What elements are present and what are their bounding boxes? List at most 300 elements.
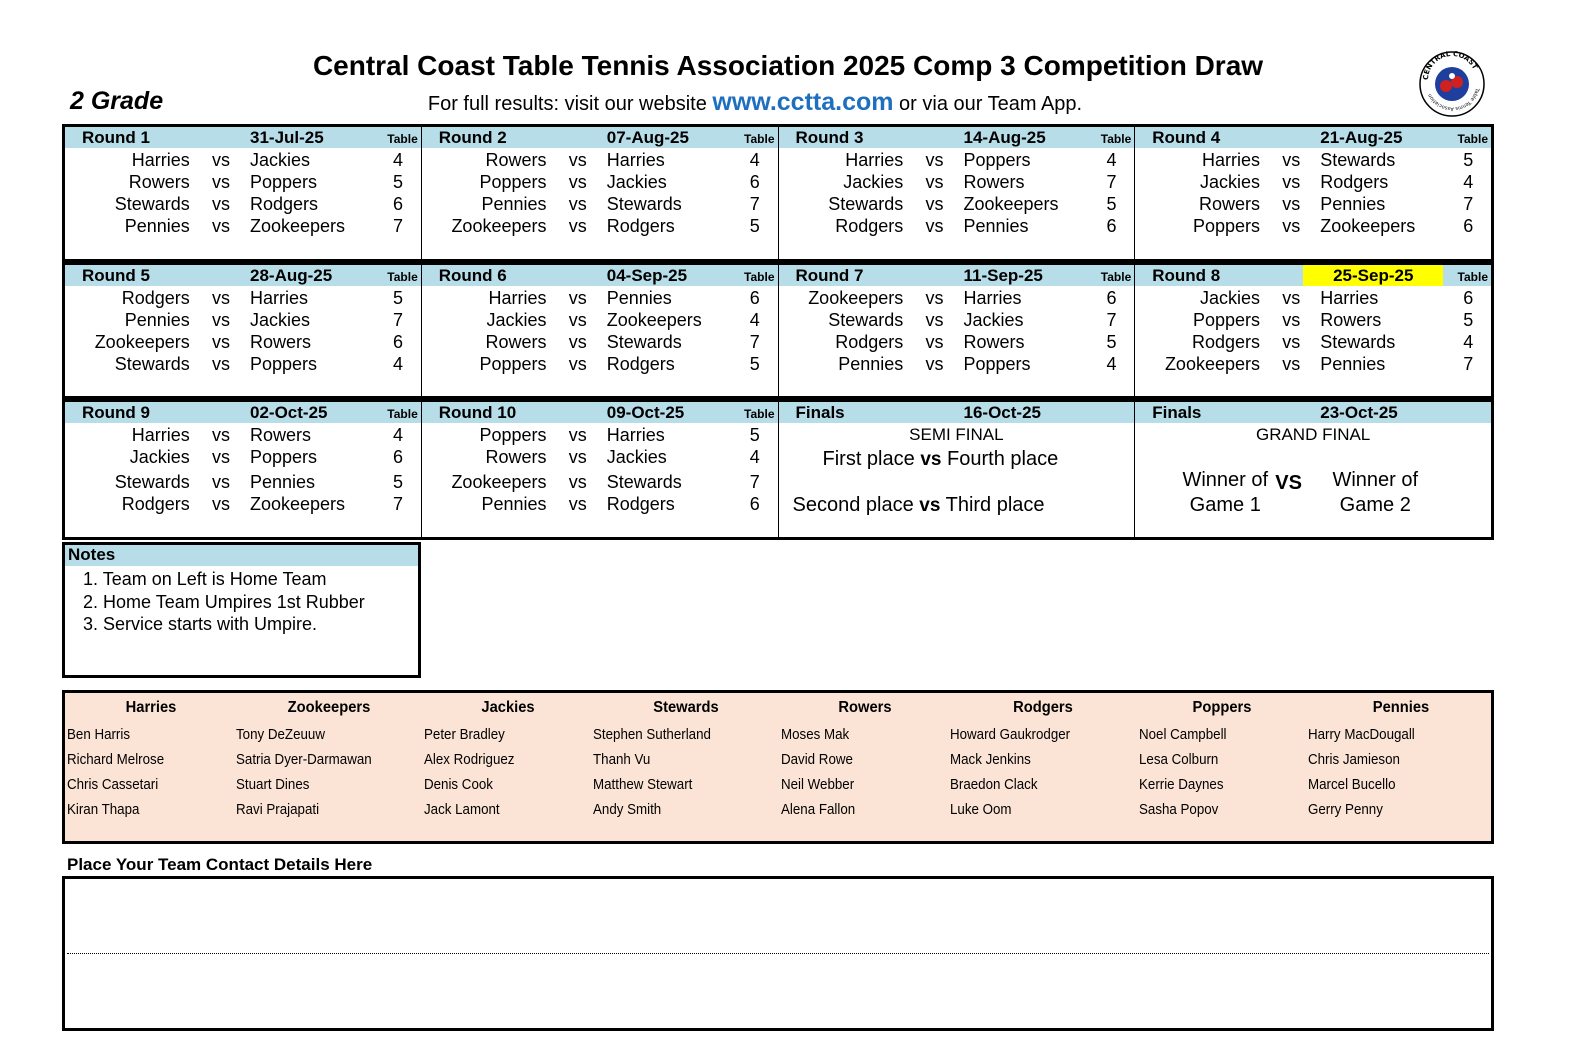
home-team: Harries (1201, 150, 1260, 170)
match-row (422, 445, 778, 467)
semi-game1-right: Fourth place (947, 448, 1059, 470)
away-team: Jackies (250, 310, 311, 330)
vs-label: vs (568, 310, 587, 330)
subtitle (0, 88, 1510, 117)
away-team: Stewards (606, 194, 682, 214)
match-row (422, 286, 778, 308)
round-date: 07-Aug-25 (606, 128, 689, 147)
round-block (422, 402, 779, 537)
table-number: 5 (1463, 150, 1474, 170)
away-team: Poppers (250, 172, 318, 192)
away-team: Stewards (1320, 332, 1396, 352)
vs-label: vs (568, 194, 587, 214)
player-name: Thanh Vu (593, 752, 651, 768)
table-column-label: Table (744, 407, 775, 421)
player-name: Lesa Colburn (1139, 752, 1219, 768)
table-column-label: Table (744, 132, 775, 146)
vs-label: vs (568, 472, 587, 492)
round-date: 09-Oct-25 (606, 403, 685, 422)
round-header (422, 402, 778, 423)
table-column-label: Table (1457, 270, 1488, 284)
vs-label: vs (1282, 354, 1301, 374)
player-name: Stephen Sutherland (593, 727, 711, 743)
vs-label: vs (568, 425, 587, 445)
notes-header (65, 545, 418, 566)
vs-label: vs (925, 354, 944, 374)
table-number: 7 (1463, 194, 1474, 214)
table-number: 7 (749, 332, 760, 352)
home-team: Pennies (124, 310, 190, 330)
semi-final-header (779, 402, 1135, 423)
home-team: Pennies (838, 354, 904, 374)
team-name: Pennies (1372, 699, 1430, 716)
round-block (1135, 127, 1491, 259)
table-column-label: Table (387, 270, 418, 284)
player-name: Sasha Popov (1139, 802, 1219, 818)
player-name: Richard Melrose (67, 752, 165, 768)
match-row (65, 148, 421, 170)
home-team: Poppers (479, 172, 547, 192)
vs-label: vs (212, 447, 230, 467)
home-team: Zookeepers (451, 472, 547, 492)
note-item: 1. Team on Left is Home Team (83, 569, 327, 589)
semi-game1-vs: vs (920, 449, 942, 470)
logo-text-side: Table Tennis Association (1426, 87, 1480, 112)
away-team: Jackies (606, 172, 667, 192)
table-number: 5 (749, 425, 760, 445)
vs-label: vs (568, 494, 587, 514)
match-row (1135, 352, 1491, 374)
home-team: Stewards (114, 354, 190, 374)
page-title: Central Coast Table Tennis Association 2025 Comp 3 Competition Draw (312, 50, 1264, 81)
table-number: 6 (1463, 216, 1474, 236)
home-team: Poppers (1192, 216, 1260, 236)
table-number: 6 (393, 194, 404, 214)
match-row (779, 170, 1135, 192)
vs-label: vs (212, 425, 230, 445)
match-row (779, 192, 1135, 214)
semi-game1-left: First place (822, 448, 915, 470)
player-name: Mack Jenkins (950, 752, 1031, 768)
match-row (422, 148, 778, 170)
away-team: Pennies (1320, 354, 1386, 374)
team-name: Rowers (838, 699, 892, 716)
home-team: Jackies (129, 447, 190, 467)
table-column-label: Table (387, 407, 418, 421)
table-number: 5 (1106, 332, 1117, 352)
away-team: Zookeepers (606, 310, 702, 330)
table-number: 7 (1106, 310, 1117, 330)
away-team: Harries (606, 150, 665, 170)
grand-final-date: 23-Oct-25 (1320, 403, 1398, 422)
away-team: Rowers (1320, 310, 1382, 330)
match-row (779, 330, 1135, 352)
home-team: Rodgers (1191, 332, 1260, 352)
match-row (1135, 308, 1491, 330)
away-team: Rodgers (606, 494, 675, 514)
match-row (422, 470, 778, 492)
table-number: 4 (1463, 172, 1474, 192)
player-name: Alex Rodriguez (424, 752, 515, 768)
table-number: 6 (1106, 216, 1117, 236)
table-number: 6 (749, 494, 760, 514)
round-header (65, 402, 421, 423)
note-item: 3. Service starts with Umpire. (83, 614, 318, 634)
grand-final-vs: VS (1275, 472, 1302, 494)
round-block (779, 127, 1136, 259)
round-title: Round 4 (1152, 128, 1221, 147)
semi-final-label: SEMI FINAL (909, 425, 1004, 444)
away-team: Rowers (250, 332, 312, 352)
match-row (779, 214, 1135, 236)
round-block (65, 265, 422, 396)
match-row (779, 352, 1135, 374)
round-date: 02-Oct-25 (250, 403, 328, 422)
player-name: Marcel Bucello (1308, 777, 1396, 793)
match-row (65, 170, 421, 192)
home-team: Pennies (124, 216, 190, 236)
away-team: Jackies (963, 310, 1024, 330)
vs-label: vs (212, 172, 230, 192)
match-row (422, 192, 778, 214)
vs-label: vs (568, 172, 587, 192)
table-column-label: Table (1100, 132, 1132, 146)
player-name: Chris Jamieson (1308, 752, 1400, 768)
semi-final-title: Finals (795, 403, 845, 422)
rounds-row-3 (62, 399, 1494, 540)
match-row (779, 148, 1135, 170)
website-link[interactable]: www.cctta.com (712, 88, 894, 116)
match-row (65, 423, 421, 445)
grand-final-block (1135, 402, 1491, 537)
home-team: Pennies (481, 194, 547, 214)
away-team: Jackies (606, 447, 667, 467)
match-row (422, 423, 778, 445)
home-team: Jackies (1199, 288, 1260, 308)
home-team: Rowers (485, 150, 547, 170)
away-team: Zookeepers (250, 494, 346, 514)
round-title: Round 7 (795, 266, 864, 285)
player-name: Moses Mak (781, 727, 850, 743)
team-name: Jackies (481, 699, 535, 716)
player-name: Howard Gaukrodger (950, 727, 1071, 743)
player-name: Neil Webber (781, 777, 855, 793)
table-number: 7 (393, 494, 404, 514)
home-team: Rodgers (835, 216, 904, 236)
home-team: Harries (131, 425, 190, 445)
table-number: 4 (749, 150, 760, 170)
round-title: Round 9 (82, 403, 150, 422)
away-team: Stewards (606, 472, 682, 492)
vs-label: vs (212, 494, 230, 514)
vs-label: vs (212, 310, 230, 330)
table-number: 7 (393, 310, 404, 330)
round-date: 14-Aug-25 (963, 128, 1046, 147)
round-block (422, 265, 779, 396)
vs-label: vs (1282, 310, 1301, 330)
table-number: 5 (749, 354, 760, 374)
rounds-row-1 (62, 124, 1494, 262)
away-team: Rodgers (250, 194, 319, 214)
contact-divider (67, 953, 1489, 954)
round-title: Round 2 (438, 128, 507, 147)
grand-final-left (1155, 468, 1295, 518)
table-number: 4 (393, 425, 404, 445)
round-header (65, 265, 421, 286)
subtitle-suffix: or via our Team App. (893, 93, 1083, 115)
away-team: Harries (963, 288, 1022, 308)
match-row (65, 492, 421, 514)
notes-box (62, 542, 421, 678)
table-number: 4 (393, 354, 404, 374)
home-team: Rodgers (121, 288, 190, 308)
away-team: Rowers (250, 425, 312, 445)
round-block (779, 265, 1136, 396)
table-number: 4 (393, 150, 404, 170)
grand-final-title: Finals (1152, 403, 1202, 422)
vs-label: vs (568, 288, 587, 308)
vs-label: vs (1282, 332, 1301, 352)
vs-label: vs (1282, 150, 1301, 170)
home-team: Harries (131, 150, 190, 170)
away-team: Zookeepers (250, 216, 346, 236)
round-block (422, 127, 779, 259)
vs-label: vs (212, 354, 230, 374)
table-number: 4 (749, 310, 760, 330)
contact-label: Place Your Team Contact Details Here (67, 855, 373, 874)
round-date: 21-Aug-25 (1320, 128, 1403, 147)
table-number: 6 (1106, 288, 1117, 308)
away-team: Zookeepers (1320, 216, 1416, 236)
match-row (1135, 214, 1491, 236)
semi-final-game-2 (793, 494, 1045, 517)
away-team: Stewards (606, 332, 682, 352)
home-team: Stewards (828, 194, 904, 214)
away-team: Pennies (250, 472, 316, 492)
vs-label: vs (212, 332, 230, 352)
table-number: 4 (749, 447, 760, 467)
round-date: 11-Sep-25 (963, 266, 1043, 285)
player-name: Alena Fallon (781, 802, 856, 818)
player-name: Chris Cassetari (67, 777, 159, 793)
logo-text-top: CENTRAL COAST (1421, 50, 1480, 81)
vs-label: vs (568, 447, 587, 467)
round-header (779, 127, 1135, 148)
away-team: Rodgers (606, 216, 675, 236)
player-name: David Rowe (781, 752, 853, 768)
grand-final-label: GRAND FINAL (1255, 425, 1371, 444)
home-team: Harries (845, 150, 904, 170)
table-number: 5 (1106, 194, 1117, 214)
away-team: Harries (606, 425, 665, 445)
match-row (422, 308, 778, 330)
home-team: Pennies (481, 494, 547, 514)
round-date: 28-Aug-25 (250, 266, 333, 285)
away-team: Poppers (963, 150, 1031, 170)
table-column-label: Table (387, 132, 418, 146)
table-number: 5 (749, 216, 760, 236)
home-team: Zookeepers (808, 288, 904, 308)
grand-right-l2: Game 2 (1339, 494, 1411, 516)
semi-final-date: 16-Oct-25 (963, 403, 1041, 422)
round-header (65, 127, 421, 148)
vs-label: vs (925, 332, 944, 352)
vs-label: vs (925, 310, 944, 330)
table-column-label: Table (1457, 132, 1488, 146)
table-number: 6 (1463, 288, 1474, 308)
notes-title: Notes (68, 545, 116, 564)
vs-label: vs (925, 216, 944, 236)
round-block (65, 127, 422, 259)
player-name: Tony DeZeuuw (236, 727, 325, 743)
away-team: Stewards (1320, 150, 1396, 170)
round-header (1135, 265, 1491, 286)
table-number: 7 (749, 472, 760, 492)
match-row (65, 286, 421, 308)
grand-final-header (1135, 402, 1491, 423)
home-team: Poppers (479, 425, 547, 445)
table-number: 5 (393, 288, 404, 308)
table-number: 7 (1463, 354, 1474, 374)
away-team: Rodgers (1320, 172, 1389, 192)
player-name: Braedon Clack (950, 777, 1038, 793)
away-team: Poppers (250, 447, 318, 467)
round-header (1135, 127, 1491, 148)
player-name: Gerry Penny (1308, 802, 1383, 818)
player-name: Denis Cook (424, 777, 493, 793)
team-name: Rodgers (1013, 699, 1073, 716)
round-header (422, 127, 778, 148)
semi-game2-left: Second place (792, 494, 914, 516)
round-date: 31-Jul-25 (250, 128, 324, 147)
match-row (1135, 286, 1491, 308)
table-number: 7 (749, 194, 760, 214)
home-team: Rowers (128, 172, 190, 192)
vs-label: vs (568, 354, 587, 374)
vs-label: vs (925, 194, 944, 214)
home-team: Jackies (1199, 172, 1260, 192)
note-item: 2. Home Team Umpires 1st Rubber (83, 591, 365, 612)
table-number: 7 (1106, 172, 1117, 192)
away-team: Pennies (1320, 194, 1386, 214)
home-team: Poppers (479, 354, 547, 374)
match-row (422, 492, 778, 514)
table-number: 5 (1463, 310, 1474, 330)
round-title: Round 5 (82, 266, 150, 285)
player-name: Andy Smith (593, 802, 662, 818)
round-title: Round 1 (82, 128, 150, 147)
away-team: Poppers (963, 354, 1031, 374)
player-name: Jack Lamont (424, 802, 500, 818)
team-name: Stewards (653, 699, 719, 716)
team-name: Harries (125, 699, 177, 716)
match-row (65, 192, 421, 214)
round-date: 25-Sep-25 (1303, 265, 1443, 286)
round-block (1135, 265, 1491, 396)
semi-game2-vs: vs (919, 495, 941, 516)
round-block (65, 402, 422, 537)
table-number: 6 (393, 332, 404, 352)
rounds-row-2 (62, 262, 1494, 399)
player-name: Peter Bradley (424, 727, 505, 743)
home-team: Stewards (114, 472, 190, 492)
home-team: Stewards (114, 194, 190, 214)
away-team: Pennies (963, 216, 1029, 236)
vs-label: vs (212, 288, 230, 308)
vs-label: vs (925, 288, 944, 308)
contact-details-box[interactable] (62, 876, 1494, 1031)
home-team: Rowers (1198, 194, 1260, 214)
vs-label: vs (1282, 216, 1301, 236)
team-name: Poppers (1192, 699, 1252, 716)
match-row (422, 214, 778, 236)
grand-left-l2: Game 1 (1189, 494, 1261, 516)
home-team: Zookeepers (451, 216, 547, 236)
vs-label: vs (568, 332, 587, 352)
association-logo (1418, 50, 1486, 118)
player-name: Matthew Stewart (593, 777, 693, 793)
match-row (1135, 148, 1491, 170)
vs-label: vs (212, 472, 230, 492)
match-row (422, 330, 778, 352)
match-row (65, 470, 421, 492)
grand-final-right (1305, 468, 1445, 518)
home-team: Stewards (828, 310, 904, 330)
player-name: Ravi Prajapati (236, 802, 320, 818)
player-name: Noel Campbell (1139, 727, 1227, 743)
player-name: Kiran Thapa (67, 802, 140, 818)
team-rosters (62, 690, 1494, 844)
home-team: Poppers (1192, 310, 1260, 330)
match-row (65, 445, 421, 467)
semi-game2-right: Third place (945, 494, 1045, 516)
player-name: Kerrie Daynes (1139, 777, 1224, 793)
match-row (1135, 170, 1491, 192)
round-date: 04-Sep-25 (606, 266, 688, 285)
match-row (422, 352, 778, 374)
table-number: 6 (749, 288, 760, 308)
round-header (779, 265, 1135, 286)
away-team: Harries (1320, 288, 1379, 308)
table-number: 6 (749, 172, 760, 192)
vs-label: vs (1282, 172, 1301, 192)
round-title: Round 10 (438, 403, 517, 422)
vs-label: vs (925, 150, 944, 170)
table-number: 4 (1463, 332, 1474, 352)
table-column-label: Table (744, 270, 775, 284)
vs-label: vs (1282, 194, 1301, 214)
away-team: Poppers (250, 354, 318, 374)
away-team: Harries (250, 288, 309, 308)
away-team: Rowers (963, 332, 1025, 352)
home-team: Zookeepers (94, 332, 190, 352)
home-team: Rodgers (835, 332, 904, 352)
match-row (65, 352, 421, 374)
vs-label: vs (212, 150, 230, 170)
table-number: 5 (393, 172, 404, 192)
player-name: Stuart Dines (236, 777, 310, 793)
match-row (779, 308, 1135, 330)
table-number: 4 (1106, 354, 1117, 374)
match-row (65, 214, 421, 236)
player-name: Satria Dyer-Darmawan (236, 752, 372, 768)
match-row (779, 286, 1135, 308)
away-team: Zookeepers (963, 194, 1059, 214)
home-team: Harries (488, 288, 547, 308)
home-team: Jackies (486, 310, 547, 330)
semi-final-block (779, 402, 1136, 537)
away-team: Pennies (606, 288, 672, 308)
